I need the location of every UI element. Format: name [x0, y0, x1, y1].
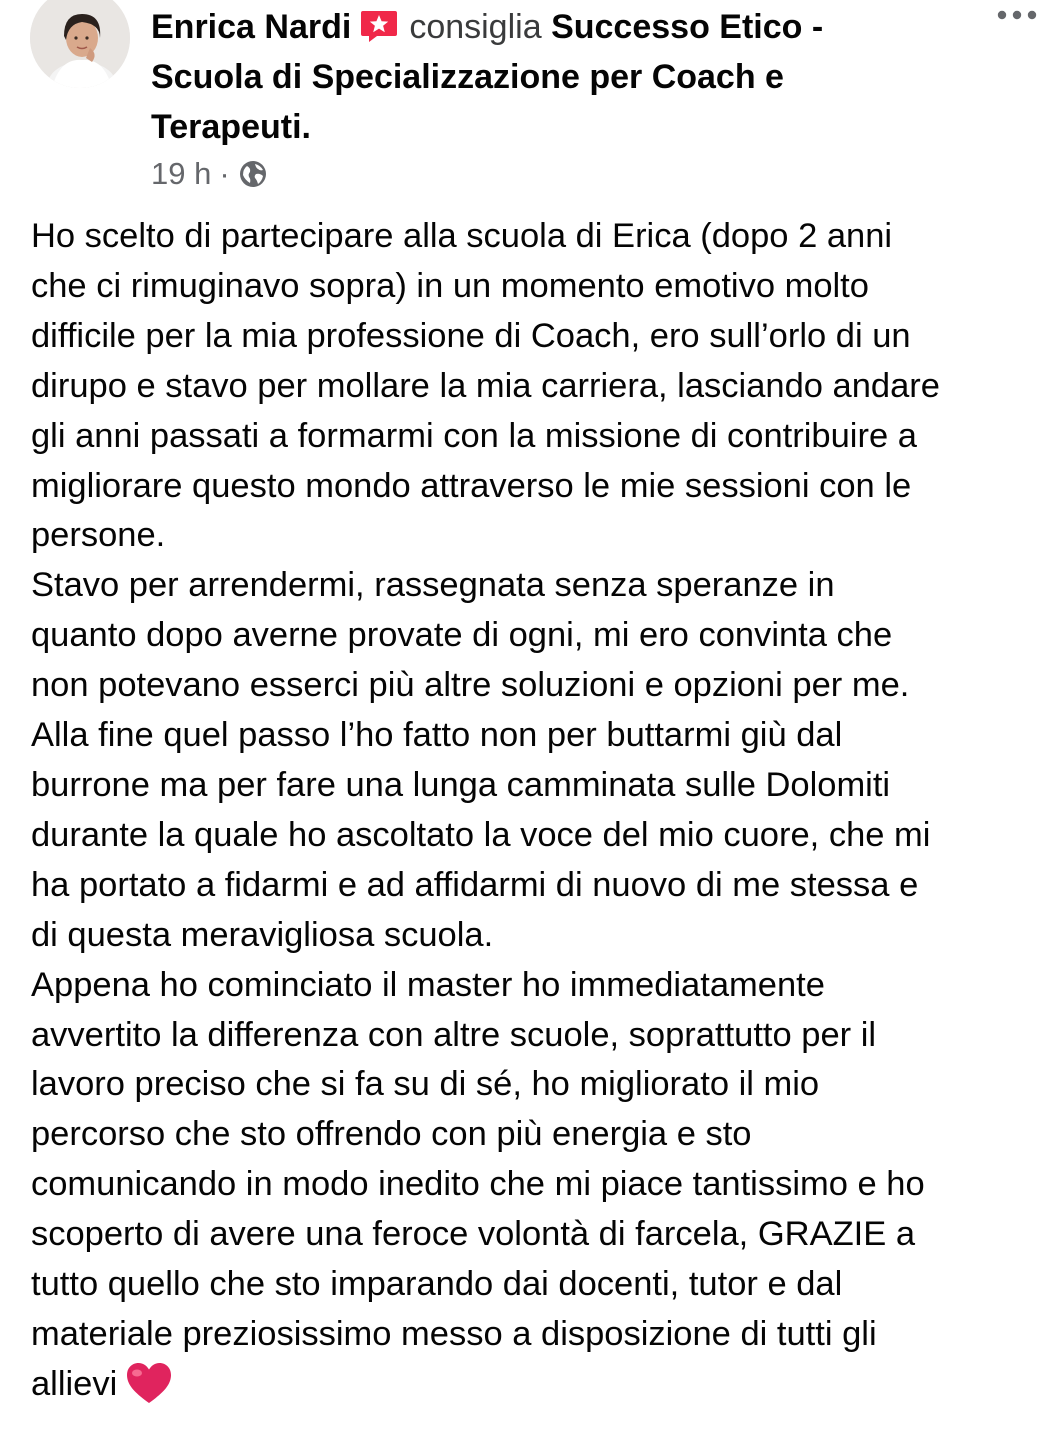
avatar[interactable] — [30, 0, 130, 88]
post-body — [31, 212, 1053, 1410]
post-meta — [151, 152, 268, 196]
page-name-period: . — [301, 108, 311, 146]
post-header — [151, 2, 931, 152]
page-name-link[interactable]: Successo Etico - Scuola di Specializzazione per Coach e Terapeuti — [151, 8, 824, 146]
post-paragraph-last — [31, 961, 1053, 1410]
recommends-star-badge-icon — [359, 8, 399, 44]
post-timestamp[interactable]: 19 h — [151, 156, 212, 191]
post-paragraph: Stavo per arrendermi, rassegnata senza speranze in quanto dopo averne provate di ogni, mi ero convinta che non potevano esserci più altre soluzioni e opzioni per me. — [31, 566, 910, 705]
post-paragraph: Alla fine quel passo l’ho fatto non per buttarmi giù dal burrone ma per fare una lunga camminata sulle Dolomiti durante la quale ho ascoltato la voce del mio cuore, che mi ha portato a fidarmi e ad affidarmi di nuovo di me stessa e di questa meravigliosa scuola. — [31, 716, 931, 954]
post-paragraph: Ho scelto di partecipare alla scuola di Erica (dopo 2 anni che ci rimuginavo sopra) in un momento emotivo molto difficile per la mia professione di Coach, ero sull’orlo di un dirupo e stavo per mollare la mia carriera, lasciando andare gli anni passati a formarmi con la missione di contribuire a migliorare questo mondo attraverso le mie sessioni con le persone. — [31, 217, 940, 555]
globe-icon[interactable] — [238, 159, 268, 189]
profile-photo — [30, 0, 130, 88]
author-name[interactable]: Enrica Nardi — [151, 8, 352, 46]
meta-separator: · — [219, 156, 230, 191]
recommends-verb: consiglia — [409, 8, 542, 46]
post-paragraph-text: Appena ho cominciato il master ho immediatamente avvertito la differenza con altre scuole, soprattutto per il lavoro preciso che si fa su di sé, ho migliorato il mio percorso che sto offrendo con più energia e sto comunicando in modo inedito che mi piace tantissimo e ho scoperto di avere una feroce volontà di farcela, GRAZIE a tutto quello che sto imparando dai docenti, tutor e dal materiale preziosissimo messo a disposizione di tutti gli allievi — [31, 965, 925, 1403]
more-options-icon[interactable] — [993, 0, 1041, 30]
red-heart-emoji — [125, 1361, 173, 1405]
